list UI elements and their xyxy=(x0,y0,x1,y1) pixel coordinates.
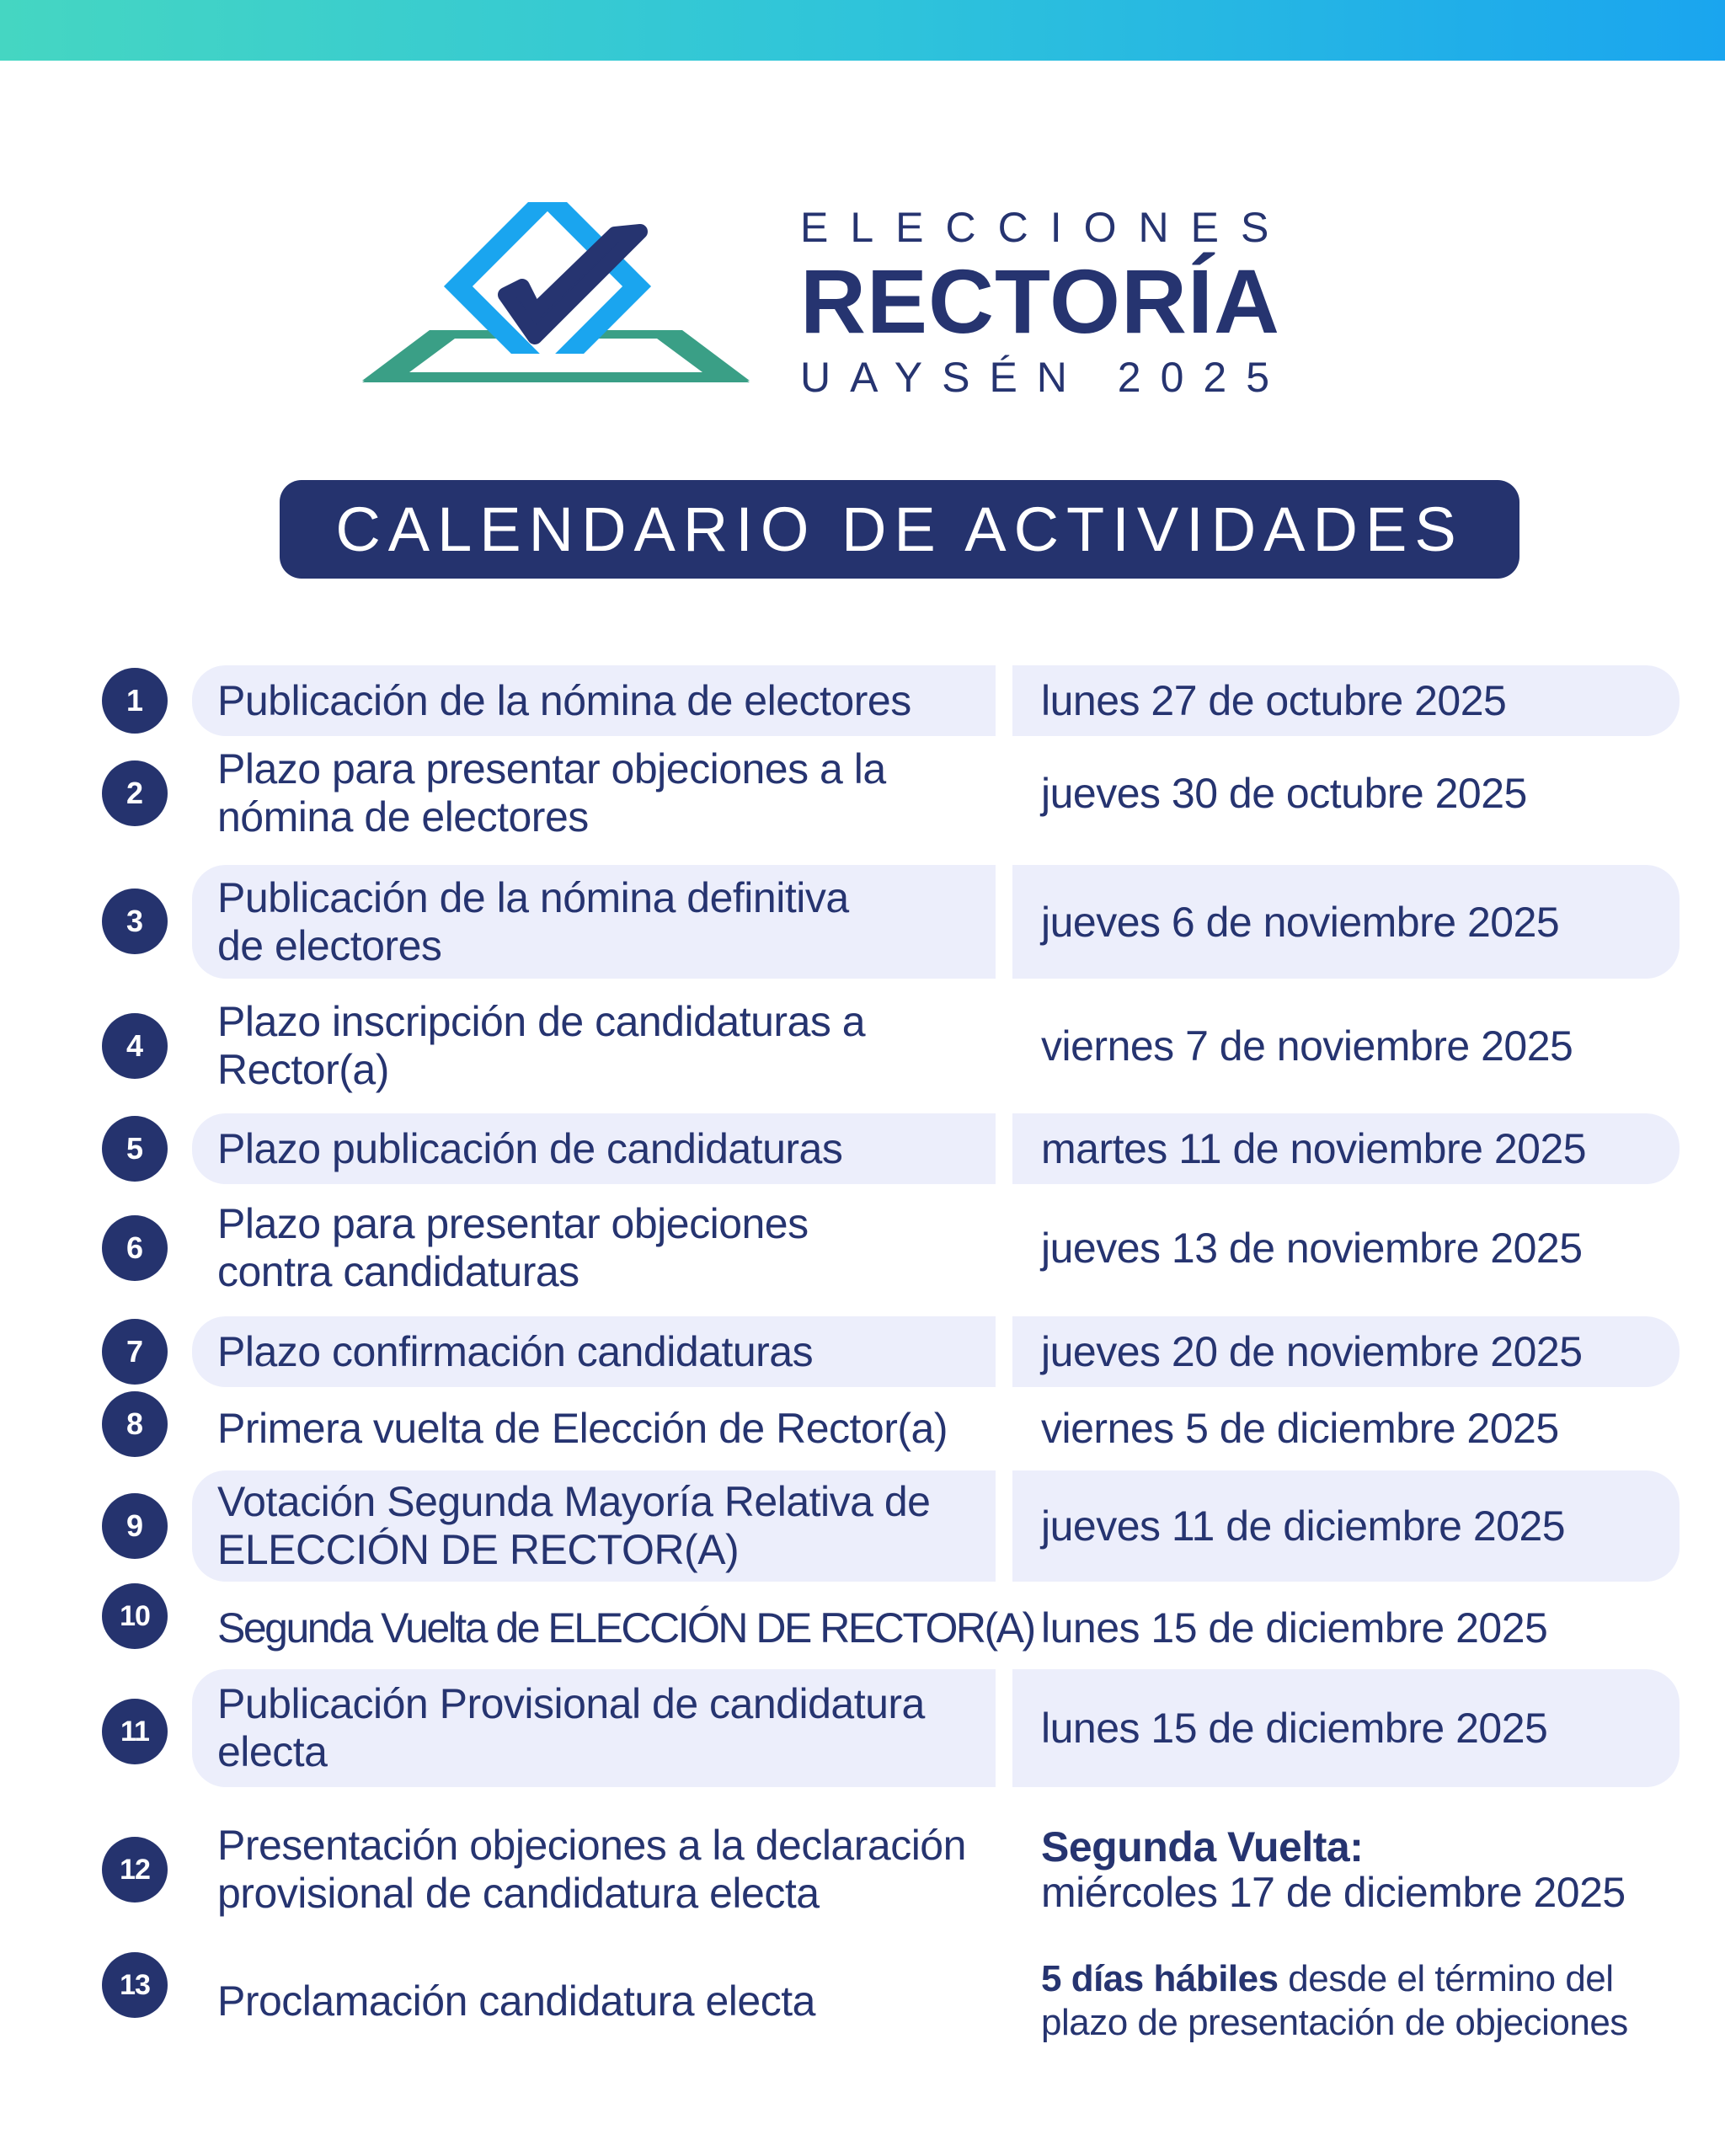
activity-date xyxy=(1041,1819,1706,1920)
activity-line: Plazo publicación de candidaturas xyxy=(217,1124,843,1172)
date-text: plazo de presentación de objeciones xyxy=(1041,2002,1628,2043)
step-number-badge: 13 xyxy=(102,1952,168,2018)
activity-row xyxy=(0,1395,1725,1462)
activity-row xyxy=(0,1201,1725,1295)
activity-description xyxy=(217,1395,1009,1462)
step-number-badge: 7 xyxy=(102,1319,168,1385)
activity-line: Rector(a) xyxy=(217,1046,389,1093)
step-number-badge: 5 xyxy=(102,1116,168,1182)
activity-line: Votación Segunda Mayoría Relativa de xyxy=(217,1478,931,1525)
activity-date xyxy=(1041,999,1706,1093)
activity-date xyxy=(1041,1201,1706,1295)
activity-line: nómina de electores xyxy=(217,793,589,841)
step-number-badge: 8 xyxy=(102,1391,168,1457)
activity-row xyxy=(0,1316,1725,1387)
logo-line-elecciones: ELECCIONES xyxy=(800,204,1291,251)
step-number-badge: 2 xyxy=(102,760,168,826)
activity-line: de electores xyxy=(217,921,442,969)
logo-line-uaysen: UAYSÉN 2025 xyxy=(800,354,1290,401)
logo-line-rectoria: RECTORÍA xyxy=(800,250,1281,352)
activity-description xyxy=(217,1470,1009,1582)
activity-line: Plazo para presentar objeciones a la xyxy=(217,745,886,792)
activity-line: Publicación Provisional de candidatura xyxy=(217,1680,925,1727)
activity-line: ELECCIÓN DE RECTOR(A) xyxy=(217,1526,740,1573)
activity-line: Publicación de la nómina definitiva xyxy=(217,873,849,921)
date-line xyxy=(1041,1957,1706,2001)
activity-description xyxy=(217,1593,1034,1662)
step-number-badge: 4 xyxy=(102,1013,168,1079)
activity-line: Primera vuelta de Elección de Rector(a) xyxy=(217,1404,948,1452)
date-text: viernes 5 de diciembre 2025 xyxy=(1041,1405,1559,1452)
activity-description xyxy=(217,865,1009,979)
activity-date xyxy=(1041,1470,1706,1582)
activity-description xyxy=(217,1952,1009,2050)
activity-date xyxy=(1041,1669,1706,1787)
date-text: miércoles 17 de diciembre 2025 xyxy=(1041,1869,1626,1916)
activity-line: Proclamación candidatura electa xyxy=(217,1977,815,2025)
activity-description xyxy=(217,1113,1009,1184)
activity-description xyxy=(217,1819,1009,1920)
activity-row xyxy=(0,1113,1725,1184)
activity-description xyxy=(217,999,1009,1093)
activity-row xyxy=(0,1593,1725,1662)
activity-line: Plazo inscripción de candidaturas a xyxy=(217,998,866,1045)
date-label: Segunda Vuelta: xyxy=(1041,1823,1364,1870)
date-label: 5 días hábiles xyxy=(1041,1958,1279,1999)
date-text: martes 11 de noviembre 2025 xyxy=(1041,1125,1587,1172)
activity-description xyxy=(217,665,1009,736)
activity-line: Segunda Vuelta de ELECCIÓN DE RECTOR(A) xyxy=(217,1604,1034,1652)
activity-line: Plazo confirmación candidaturas xyxy=(217,1327,814,1375)
activity-date xyxy=(1041,1593,1706,1662)
date-text: lunes 15 de diciembre 2025 xyxy=(1041,1705,1548,1752)
activity-row xyxy=(0,746,1725,841)
activity-row xyxy=(0,999,1725,1093)
date-text: jueves 13 de noviembre 2025 xyxy=(1041,1225,1583,1272)
date-text: viernes 7 de noviembre 2025 xyxy=(1041,1022,1573,1070)
date-text: jueves 20 de noviembre 2025 xyxy=(1041,1328,1583,1375)
activity-description xyxy=(217,1316,1009,1387)
activity-row xyxy=(0,1819,1725,1920)
activity-date xyxy=(1041,1395,1706,1462)
activity-description xyxy=(217,1201,1009,1295)
step-number-badge: 3 xyxy=(102,889,168,954)
step-number-badge: 11 xyxy=(102,1699,168,1764)
date-text: lunes 27 de octubre 2025 xyxy=(1041,677,1507,724)
activity-line: Presentación objeciones a la declaración xyxy=(217,1822,966,1869)
activity-line: electa xyxy=(217,1728,328,1775)
date-text: jueves 30 de octubre 2025 xyxy=(1041,770,1527,817)
step-number-badge: 10 xyxy=(102,1583,168,1649)
activity-line: Publicación de la nómina de electores xyxy=(217,676,911,724)
date-text: desde el término del xyxy=(1278,1958,1614,1999)
activity-line: contra candidaturas xyxy=(217,1248,579,1295)
activity-line: Plazo para presentar objeciones xyxy=(217,1200,809,1247)
date-text: lunes 15 de diciembre 2025 xyxy=(1041,1604,1548,1652)
activity-row xyxy=(0,665,1725,736)
activity-row xyxy=(0,1952,1725,2050)
activity-date xyxy=(1041,1952,1706,2050)
step-number-badge: 1 xyxy=(102,668,168,734)
date-text: jueves 6 de noviembre 2025 xyxy=(1041,898,1560,946)
activity-line: provisional de candidatura electa xyxy=(217,1870,820,1917)
step-number-badge: 6 xyxy=(102,1215,168,1281)
step-number-badge: 9 xyxy=(102,1493,168,1559)
step-number-badge: 12 xyxy=(102,1837,168,1903)
activity-description xyxy=(217,1669,1009,1787)
activity-description xyxy=(217,746,1009,841)
activity-date xyxy=(1041,665,1706,736)
activity-date xyxy=(1041,746,1706,841)
banner-title: CALENDARIO DE ACTIVIDADES xyxy=(335,494,1464,564)
activity-row xyxy=(0,1470,1725,1582)
activity-date xyxy=(1041,1316,1706,1387)
activity-row xyxy=(0,1669,1725,1787)
date-text: jueves 11 de diciembre 2025 xyxy=(1041,1502,1566,1550)
activity-date xyxy=(1041,1113,1706,1184)
activity-date xyxy=(1041,865,1706,979)
activity-row xyxy=(0,865,1725,979)
